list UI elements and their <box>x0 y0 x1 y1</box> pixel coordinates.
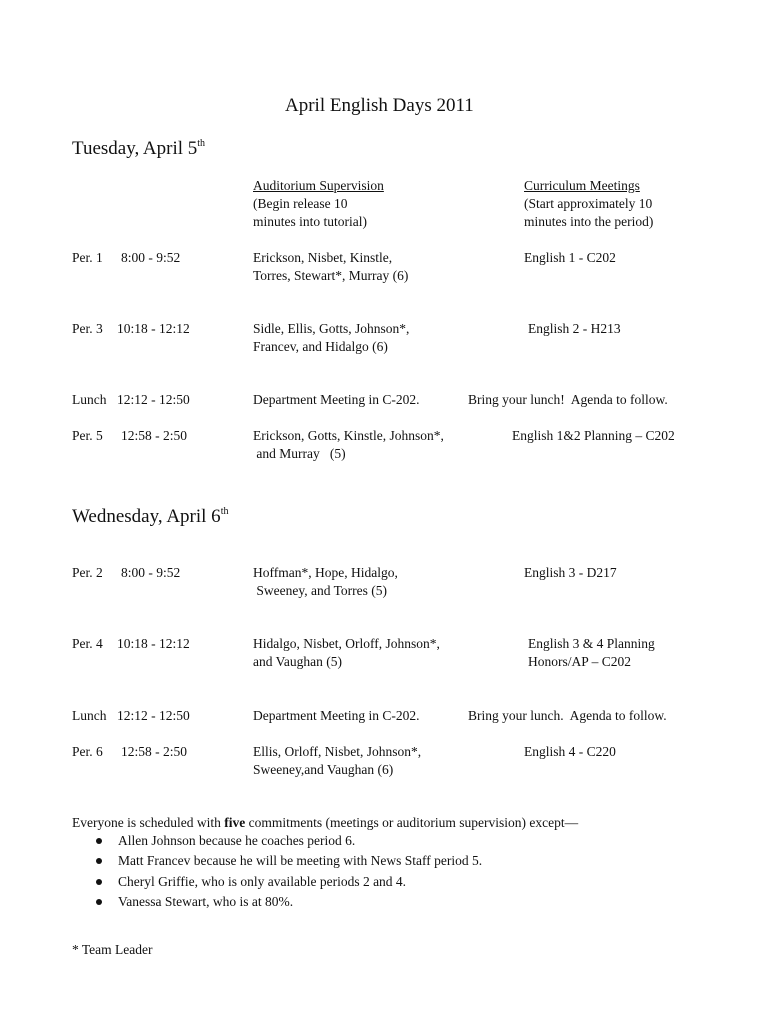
schedule-staff-line-1: Ellis, Orloff, Nisbet, Johnson*, <box>253 744 422 759</box>
schedule-time: 8:00 - 9:52 <box>121 565 181 580</box>
exception-list-item: Matt Francev because he will be meeting with News Staff period 5. <box>118 853 483 868</box>
exception-list-item: Vanessa Stewart, who is at 80%. <box>118 894 294 909</box>
curriculum-meetings-header: Curriculum Meetings <box>524 178 640 193</box>
schedule-period: Per. 3 <box>72 321 103 336</box>
schedule-time: 12:12 - 12:50 <box>117 392 190 407</box>
wednesday-heading-text: Wednesday, April 6 <box>72 506 221 527</box>
schedule-staff-line-2: and Vaughan (5) <box>253 654 342 669</box>
commitments-intro <box>72 814 578 832</box>
schedule-time: 12:12 - 12:50 <box>117 708 190 723</box>
schedule-staff-line-1: Sidle, Ellis, Gotts, Johnson*, <box>253 321 410 336</box>
schedule-time: 8:00 - 9:52 <box>121 250 181 265</box>
schedule-staff-line-1: Department Meeting in C-202. <box>253 392 420 407</box>
schedule-staff-line-2: Sweeney,and Vaughan (6) <box>253 762 394 777</box>
team-leader-note: * Team Leader <box>72 942 153 957</box>
schedule-meeting: English 4 - C220 <box>524 744 616 759</box>
schedule-period: Per. 2 <box>72 565 103 580</box>
schedule-staff-line-1: Erickson, Gotts, Kinstle, Johnson*, <box>253 428 444 443</box>
schedule-staff-line-1: Hidalgo, Nisbet, Orloff, Johnson*, <box>253 636 440 651</box>
bullet-icon <box>96 838 102 844</box>
schedule-period: Per. 4 <box>72 636 103 651</box>
schedule-period: Per. 5 <box>72 428 103 443</box>
schedule-staff-line-1: Department Meeting in C-202. <box>253 708 420 723</box>
curriculum-note-line-2: minutes into the period) <box>524 214 654 229</box>
bullet-icon <box>96 879 102 885</box>
schedule-meeting: English 1 - C202 <box>524 250 616 265</box>
schedule-staff-line-2: Sweeney, and Torres (5) <box>253 583 388 598</box>
schedule-staff-line-1: Erickson, Nisbet, Kinstle, <box>253 250 393 265</box>
schedule-staff-line-2: Francev, and Hidalgo (6) <box>253 339 388 354</box>
schedule-staff-line-2: and Murray (5) <box>253 446 346 461</box>
schedule-meeting: Bring your lunch! Agenda to follow. <box>468 392 668 407</box>
tuesday-heading-sup: th <box>197 138 206 149</box>
schedule-meeting: English 1&2 Planning – C202 <box>512 428 675 443</box>
bullet-icon <box>96 899 102 905</box>
schedule-period: Lunch <box>72 708 107 723</box>
schedule-period: Per. 1 <box>72 250 103 265</box>
intro-text-bold: five <box>224 815 246 830</box>
page-title: April English Days 2011 <box>285 95 474 116</box>
tuesday-heading-text: Tuesday, April 5 <box>72 138 198 159</box>
schedule-meeting-line-2: Honors/AP – C202 <box>528 654 632 669</box>
auditorium-note-line-2: minutes into tutorial) <box>253 214 367 229</box>
auditorium-supervision-header: Auditorium Supervision <box>253 178 384 193</box>
schedule-time: 10:18 - 12:12 <box>117 636 190 651</box>
wednesday-heading <box>72 506 228 528</box>
schedule-staff-line-2: Torres, Stewart*, Murray (6) <box>253 268 409 283</box>
schedule-meeting: English 3 & 4 Planning <box>528 636 655 651</box>
bullet-icon <box>96 858 102 864</box>
schedule-meeting: English 2 - H213 <box>528 321 621 336</box>
exception-list-item: Allen Johnson because he coaches period 6. <box>118 833 356 848</box>
auditorium-note-line-1: (Begin release 10 <box>253 196 348 211</box>
schedule-meeting: English 3 - D217 <box>524 565 617 580</box>
schedule-meeting: Bring your lunch. Agenda to follow. <box>468 708 667 723</box>
exception-list-item: Cheryl Griffie, who is only available periods 2 and 4. <box>118 874 407 889</box>
wednesday-heading-sup: th <box>220 506 229 517</box>
intro-text-before: Everyone is scheduled with <box>72 815 225 830</box>
schedule-staff-line-1: Hoffman*, Hope, Hidalgo, <box>253 565 398 580</box>
schedule-time: 10:18 - 12:12 <box>117 321 190 336</box>
schedule-period: Per. 6 <box>72 744 103 759</box>
schedule-period: Lunch <box>72 392 107 407</box>
curriculum-note-line-1: (Start approximately 10 <box>524 196 653 211</box>
intro-text-after: commitments (meetings or auditorium supervision) except— <box>245 815 579 830</box>
schedule-time: 12:58 - 2:50 <box>121 428 187 443</box>
schedule-time: 12:58 - 2:50 <box>121 744 187 759</box>
tuesday-heading <box>72 138 205 160</box>
